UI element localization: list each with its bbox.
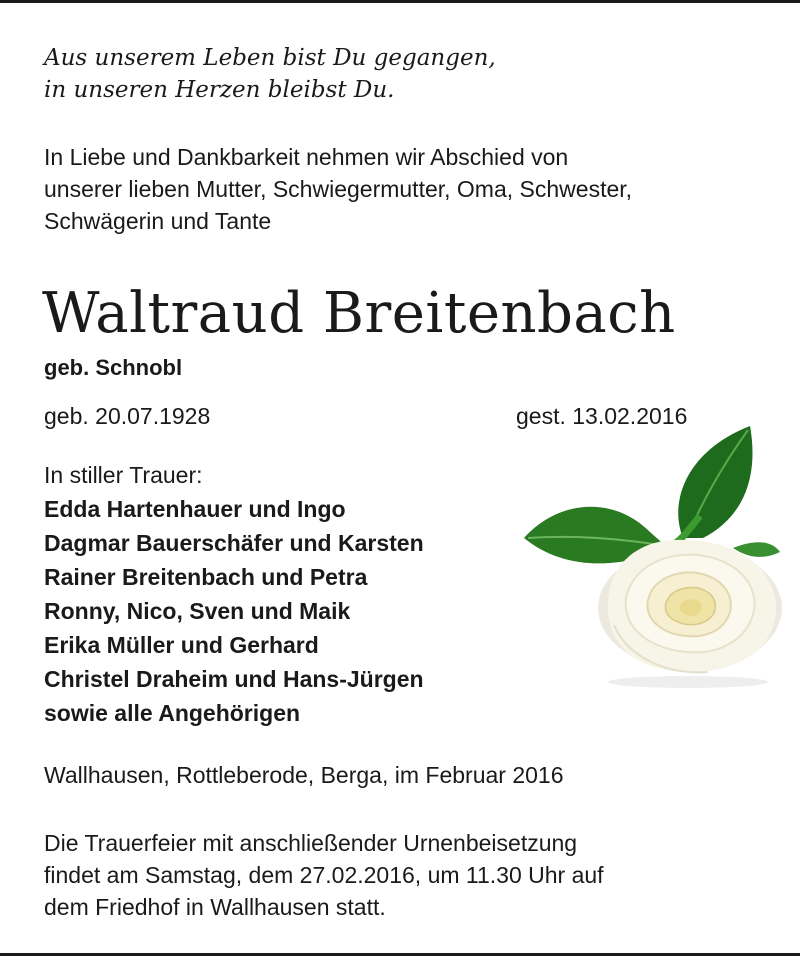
death-date: gest. 13.02.2016 xyxy=(516,403,688,429)
service-line: dem Friedhof in Wallhausen statt. xyxy=(44,894,386,920)
mourner-name: Christel Draheim und Hans-Jürgen xyxy=(44,666,424,692)
maiden-name: geb. Schnobl xyxy=(44,355,183,380)
funeral-service-info xyxy=(44,827,604,923)
mourner-name: Ronny, Nico, Sven und Maik xyxy=(44,598,351,624)
service-line: Die Trauerfeier mit anschließender Urnenbeisetzung xyxy=(44,830,578,856)
motto-line: in unseren Herzen bleibst Du. xyxy=(44,77,395,103)
motto-line: Aus unserem Leben bist Du gegangen, xyxy=(44,45,496,71)
intro-line: In Liebe und Dankbarkeit nehmen wir Abschied von xyxy=(44,144,569,170)
intro-text xyxy=(44,141,632,237)
deceased-name: Waltraud Breitenbach xyxy=(42,281,676,346)
mourners-heading: In stiller Trauer: xyxy=(44,462,203,488)
place-date: Wallhausen, Rottleberode, Berga, im Februar 2016 xyxy=(44,762,564,788)
intro-line: unserer lieben Mutter, Schwiegermutter, Oma, Schwester, xyxy=(44,176,633,202)
service-line: findet am Samstag, dem 27.02.2016, um 11.30 Uhr auf xyxy=(44,862,604,888)
intro-line: Schwägerin und Tante xyxy=(44,208,272,234)
mourners-list xyxy=(44,458,424,730)
rose-bloom xyxy=(598,540,782,672)
mourner-name: Dagmar Bauerschäfer und Karsten xyxy=(44,530,424,556)
mourner-name: Rainer Breitenbach und Petra xyxy=(44,564,368,590)
white-rose-image xyxy=(518,420,788,690)
motto xyxy=(44,42,496,106)
birth-date: geb. 20.07.1928 xyxy=(44,403,211,429)
mourner-name: Edda Hartenhauer und Ingo xyxy=(44,496,346,522)
mourner-name: sowie alle Angehörigen xyxy=(44,700,301,726)
mourner-name: Erika Müller und Gerhard xyxy=(44,632,319,658)
